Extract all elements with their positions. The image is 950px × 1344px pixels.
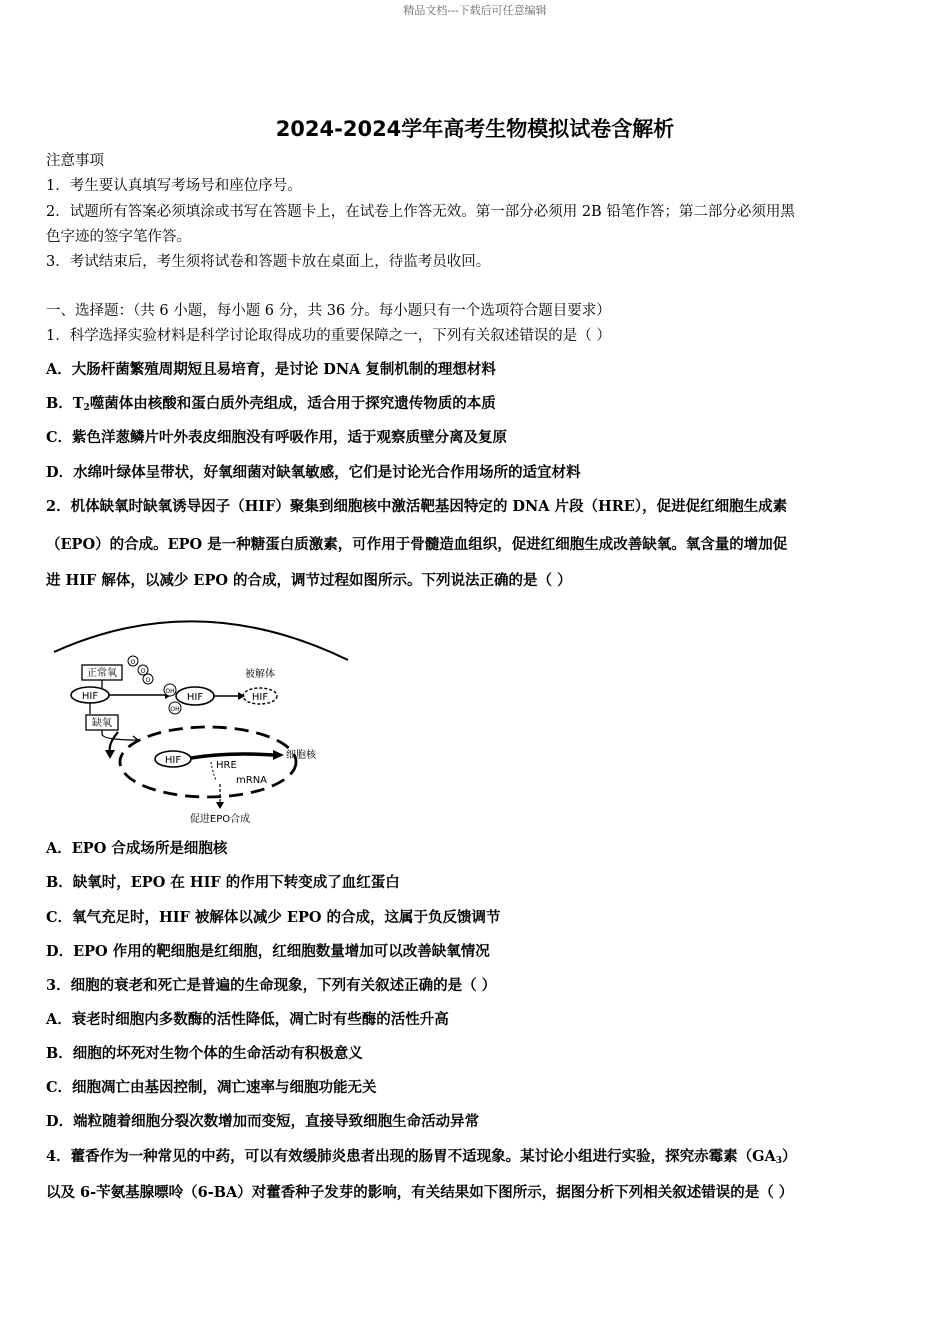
promote-epo-label: 促进EPO合成 [189,814,251,825]
question-4-stem-line2: 以及 6-苄氨基腺嘌呤（6-BA）对藿香种子发芽的影响，有关结果如下图所示，据图分析下列相关叙述错误的是（ ） [46,1184,794,1201]
question-2-option-d: D．EPO 作用的靶细胞是红细胞，红细胞数量增加可以改善缺氧情况 [46,943,490,960]
hif-label: HIF [81,691,99,702]
svg-text:O: O [130,659,136,666]
question-4-stem-line1 [46,1148,796,1170]
normal-oxygen-label: 正常氧 [87,668,117,679]
q4-subscript: 3 [775,1156,782,1166]
svg-text:HIF: HIF [164,755,182,766]
q4-stem-text: 4．藿香作为一种常见的中药，可以有效缓肺炎患者出现的肠胃不适现象。某讨论小组进行实验，探究赤霉素（GA [46,1148,776,1165]
section-heading: 一、选择题：（共 6 小题，每小题 6 分，共 36 分。每小题只有一个选项符合题目要求） [46,303,611,319]
question-3-option-a: A．衰老时细胞内多数酶的活性降低，凋亡时有些酶的活性升高 [46,1011,449,1028]
cell-membrane [54,621,348,660]
question-2-stem-line2: （EPO）的合成。EPO 是一种糖蛋白质激素，可作用于骨髓造血组织，促进红细胞生成改善缺氧。氧含量的增加促 [46,536,788,553]
question-1-option-a: A．大肠杆菌繁殖周期短且易培育，是讨论 DNA 复制机制的理想材料 [46,361,496,378]
option-b-subscript: 2 [83,403,90,413]
hre-label: HRE [216,760,237,771]
hif-regulation-diagram [48,612,358,830]
hypoxia-arrow [110,732,118,752]
hypoxia-label: 缺氧 [92,718,112,729]
option-b-prefix: B．T [46,395,84,412]
note-item: 色字迹的签字笔作答。 [46,229,191,245]
svg-text:OH: OH [170,706,180,713]
question-1-option-b [46,395,496,417]
question-3-option-b: B．细胞的坏死对生物个体的生命活动有积极意义 [46,1045,363,1062]
question-2-option-c: C．氧气充足时，HIF 被解体以减少 EPO 的合成，这属于负反馈调节 [46,909,501,926]
dna-strand [191,754,273,758]
nucleus-envelope [120,727,296,797]
svg-text:O: O [140,668,146,675]
svg-text:HIF: HIF [186,692,204,703]
question-2-stem-line3: 进 HIF 解体，以减少 EPO 的合成，调节过程如图所示。下列说法正确的是（ ） [46,572,572,589]
question-1-stem: 1．科学选择实验材料是科学讨论取得成功的重要保障之一，下列有关叙述错误的是（ ） [46,328,611,344]
note-item: 3．考试结束后，考生须将试卷和答题卡放在桌面上，待监考员收回。 [46,254,491,270]
option-b-text: 噬菌体由核酸和蛋白质外壳组成，适合用于探究遗传物质的本质 [89,395,496,412]
question-2-option-b: B．缺氧时，EPO 在 HIF 的作用下转变成了血红蛋白 [46,874,400,891]
question-3-stem: 3．细胞的衰老和死亡是普遍的生命现象，下列有关叙述正确的是（ ） [46,977,497,994]
notes-heading: 注意事项 [46,153,104,169]
note-item: 2．试题所有答案必须填涂或书写在答题卡上，在试卷上作答无效。第一部分必须用 2B 铅笔作答；第二部分必须用黑 [46,204,795,220]
question-3-option-c: C．细胞凋亡由基因控制，凋亡速率与细胞功能无关 [46,1079,377,1096]
question-2-option-a: A．EPO 合成场所是细胞核 [46,840,228,857]
mrna-label: mRNA [236,775,268,786]
page-header: 精品文档---下载后可任意编辑 [403,4,547,17]
page-title: 2024-2024学年高考生物模拟试卷含解析 [275,117,675,141]
question-3-option-d: D．端粒随着细胞分裂次数增加而变短，直接导致细胞生命活动异常 [46,1113,480,1130]
nucleus-label: 细胞核 [286,750,316,761]
svg-text:OH: OH [165,688,175,695]
note-item: 1．考生要认真填写考场号和座位序号。 [46,178,302,194]
svg-text:O: O [145,677,151,684]
question-1-option-d: D．水绵叶绿体呈带状，好氧细菌对缺氧敏感，它们是讨论光合作用场所的适宜材料 [46,464,581,481]
question-2-stem-line1: 2．机体缺氧时缺氧诱导因子（HIF）聚集到细胞核中激活靶基因特定的 DNA 片段（HRE），促进促红细胞生成素 [46,498,788,515]
degraded-label: 被解体 [245,669,275,680]
question-1-option-c: C．紫色洋葱鳞片叶外表皮细胞没有呼吸作用，适于观察质壁分离及复原 [46,429,508,446]
svg-text:HIF: HIF [251,692,269,703]
q4-stem-close: ） [781,1148,797,1165]
